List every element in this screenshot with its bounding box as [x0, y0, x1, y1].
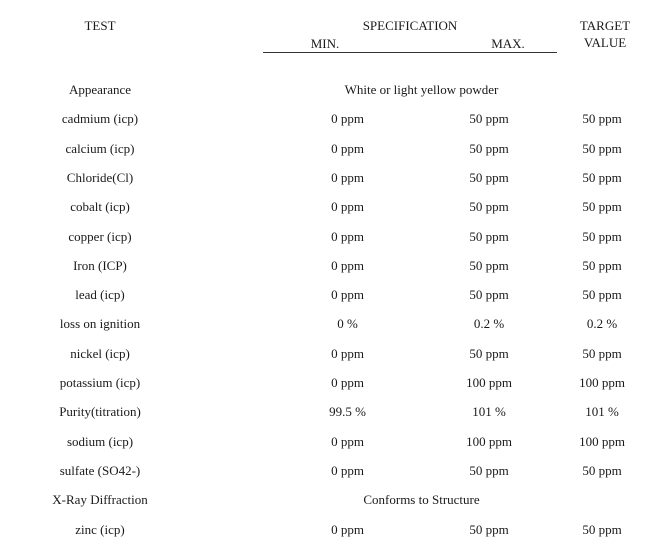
target-value-cell: 50 ppm: [582, 287, 622, 303]
table-row: [0, 197, 664, 217]
max-cell: 50 ppm: [469, 462, 509, 478]
test-name-cell: zinc (icp): [75, 521, 125, 537]
table-row: [0, 256, 664, 276]
test-name-cell: lead (icp): [75, 287, 125, 303]
target-value-cell: 50 ppm: [582, 521, 622, 537]
target-value-cell: 50 ppm: [582, 462, 622, 478]
max-cell: 50 ppm: [469, 345, 509, 361]
min-cell: 0 ppm: [331, 521, 364, 537]
test-name-cell: calcium (icp): [65, 140, 135, 156]
table-row: [0, 402, 664, 422]
test-name-cell: Iron (ICP): [73, 257, 127, 273]
min-cell: 0 ppm: [331, 257, 364, 273]
specification-underline: [263, 52, 557, 53]
min-cell: 0 ppm: [331, 375, 364, 390]
target-value-header-line1: TARGET: [579, 18, 631, 33]
table-row: [0, 80, 664, 100]
target-value-cell: 50 ppm: [582, 257, 622, 273]
test-name-cell: X-Ray Diffraction: [52, 492, 148, 508]
target-value-cell: 50 ppm: [582, 169, 622, 185]
table-row: [0, 373, 664, 393]
test-name-cell: cadmium (icp): [61, 111, 139, 127]
target-value-cell: 50 ppm: [582, 199, 622, 215]
min-column-header: MIN.: [310, 36, 340, 51]
table-row: [0, 314, 664, 334]
max-cell: 50 ppm: [469, 521, 509, 537]
test-name-cell: loss on ignition: [59, 316, 141, 332]
target-value-cell: 100 ppm: [579, 433, 625, 449]
max-cell: 0.2 %: [473, 316, 505, 332]
table-row: [0, 432, 664, 452]
table-row: [0, 139, 664, 159]
max-cell: 50 ppm: [469, 287, 509, 303]
max-cell: 50 ppm: [469, 169, 509, 185]
min-cell: 0 ppm: [331, 345, 364, 361]
max-cell: 100 ppm: [466, 375, 512, 390]
test-name-cell: Appearance: [68, 82, 132, 97]
specification-cell: Conforms to Structure: [363, 492, 480, 508]
min-cell: 0 ppm: [331, 287, 364, 303]
test-name-cell: nickel (icp): [70, 345, 130, 361]
table-row: [0, 490, 664, 510]
max-cell: 50 ppm: [469, 199, 509, 215]
table-row: [0, 168, 664, 188]
min-cell: 0 %: [337, 316, 358, 332]
test-name-cell: cobalt (icp): [70, 199, 130, 215]
table-row: [0, 520, 664, 540]
max-cell: 50 ppm: [469, 257, 509, 273]
table-row: [0, 227, 664, 247]
min-cell: 0 ppm: [331, 462, 364, 478]
test-name-cell: Chloride(Cl): [66, 169, 134, 185]
max-cell: 50 ppm: [469, 140, 509, 156]
max-column-header: MAX.: [491, 36, 525, 51]
test-name-cell: copper (icp): [68, 228, 132, 244]
max-cell: 50 ppm: [469, 228, 509, 244]
min-cell: 0 ppm: [331, 111, 364, 127]
table-row: [0, 109, 664, 129]
test-name-cell: Purity(titration): [59, 404, 141, 420]
min-cell: 0 ppm: [331, 169, 364, 185]
min-cell: 99.5 %: [329, 404, 366, 420]
test-name-cell: potassium (icp): [59, 375, 141, 390]
target-value-cell: 50 ppm: [582, 140, 622, 156]
target-value-cell: 0.2 %: [586, 316, 618, 332]
target-value-cell: 50 ppm: [582, 228, 622, 244]
target-value-cell: 101 %: [585, 404, 619, 420]
specification-header: SPECIFICATION: [362, 18, 458, 33]
min-cell: 0 ppm: [331, 140, 364, 156]
test-name-cell: sulfate (SO42-): [59, 462, 141, 478]
target-value-header-line2: VALUE: [583, 35, 627, 50]
specification-cell: White or light yellow powder: [344, 82, 499, 97]
table-row: [0, 344, 664, 364]
test-name-cell: sodium (icp): [66, 433, 134, 449]
max-cell: 100 ppm: [466, 433, 512, 449]
table-row: [0, 461, 664, 481]
target-value-cell: 50 ppm: [582, 111, 622, 127]
target-value-cell: 100 ppm: [579, 375, 625, 390]
min-cell: 0 ppm: [331, 199, 364, 215]
max-cell: 101 %: [472, 404, 506, 420]
target-value-cell: 50 ppm: [582, 345, 622, 361]
min-cell: 0 ppm: [331, 228, 364, 244]
test-column-header: TEST: [84, 18, 116, 33]
max-cell: 50 ppm: [469, 111, 509, 127]
table-row: [0, 285, 664, 305]
min-cell: 0 ppm: [331, 433, 364, 449]
